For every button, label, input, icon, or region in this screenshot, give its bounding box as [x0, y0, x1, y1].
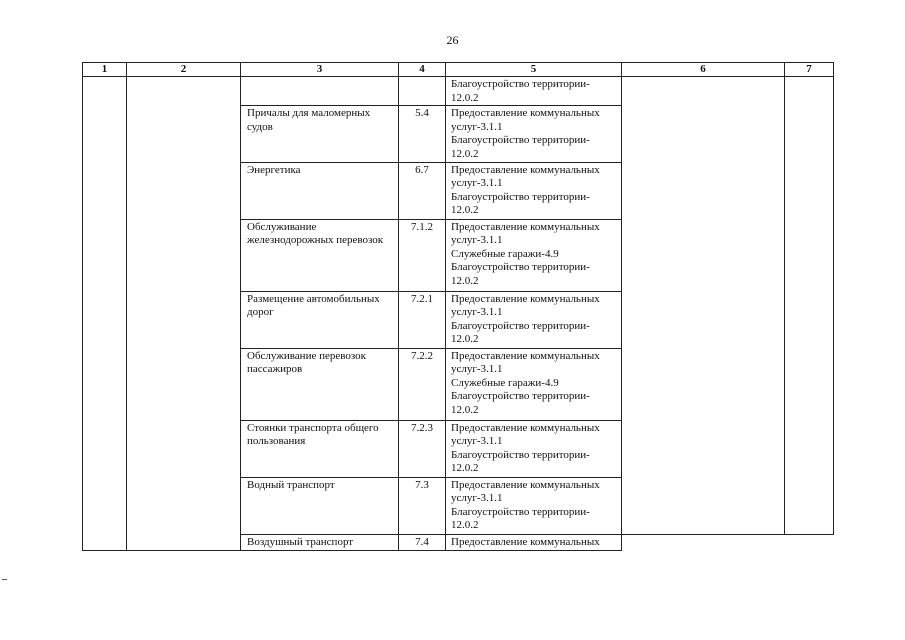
permitted-use-line: Благоустройство территории-	[451, 505, 590, 518]
land-use-code-cell: 7.4	[399, 534, 446, 550]
permitted-uses-cell	[446, 291, 622, 348]
column-header: 4	[399, 63, 446, 77]
column-header: 6	[622, 63, 785, 77]
land-use-code-cell: 7.3	[399, 477, 446, 534]
permitted-use-line: Предоставление коммунальных	[451, 349, 600, 362]
permitted-use-line: 12.0.2	[451, 519, 479, 532]
permitted-use-line: Предоставление коммунальных	[451, 163, 600, 176]
land-use-code-cell: 7.1.2	[399, 219, 446, 291]
permitted-uses-cell	[446, 106, 622, 162]
permitted-uses-cell	[446, 77, 622, 106]
column-2-cell	[127, 77, 241, 551]
regulations-table	[82, 62, 834, 551]
land-use-code-cell	[399, 77, 446, 106]
permitted-use-line: Предоставление коммунальных	[451, 220, 600, 233]
table-row	[83, 77, 834, 106]
column-7-cell	[785, 77, 834, 535]
permitted-use-line: услуг-3.1.1	[451, 306, 503, 319]
permitted-use-line: 12.0.2	[451, 274, 479, 287]
land-use-name-cell: Энергетика	[241, 162, 399, 219]
land-use-code-cell: 7.2.2	[399, 348, 446, 420]
permitted-use-line: услуг-3.1.1	[451, 435, 503, 448]
land-use-name-cell: Причалы для маломерных судов	[241, 106, 399, 162]
permitted-use-line: 12.0.2	[451, 333, 479, 346]
land-use-name-cell: Обслуживание перевозок пассажиров	[241, 348, 399, 420]
permitted-use-line: 12.0.2	[451, 462, 479, 475]
permitted-use-line: Благоустройство территории-	[451, 390, 590, 403]
land-use-name-cell: Обслуживание железнодорожных перевозок	[241, 219, 399, 291]
permitted-use-line: Благоустройство территории-	[451, 261, 590, 274]
land-use-code-cell: 6.7	[399, 162, 446, 219]
page-number: 26	[446, 33, 459, 47]
column-1-cell	[83, 77, 127, 551]
column-header: 3	[241, 63, 399, 77]
permitted-use-line: 12.0.2	[451, 204, 479, 217]
permitted-use-line: Предоставление коммунальных	[451, 478, 600, 491]
column-header: 2	[127, 63, 241, 77]
permitted-use-line: 12.0.2	[451, 403, 479, 416]
permitted-use-line: Служебные гаражи-4.9	[451, 376, 559, 389]
permitted-use-line: услуг-3.1.1	[451, 177, 503, 190]
land-use-name-cell: Размещение автомобильных дорог	[241, 291, 399, 348]
permitted-uses-cell	[446, 534, 622, 550]
permitted-use-line: Предоставление коммунальных	[451, 421, 600, 434]
permitted-uses-cell	[446, 420, 622, 477]
permitted-use-line: услуг-3.1.1	[451, 363, 503, 376]
column-6-cell	[622, 77, 785, 535]
permitted-uses-cell	[446, 219, 622, 291]
permitted-use-line: Благоустройство территории-	[451, 319, 590, 332]
column-header: 1	[83, 63, 127, 77]
permitted-use-line: Предоставление коммунальных	[451, 107, 600, 120]
column-header: 7	[785, 63, 834, 77]
permitted-use-line: Благоустройство территории-	[451, 448, 590, 461]
permitted-use-line: Предоставление коммунальных	[451, 292, 600, 305]
permitted-use-line: услуг-3.1.1	[451, 492, 503, 505]
permitted-use-line: 12.0.2	[451, 147, 479, 160]
land-use-name-cell	[241, 77, 399, 106]
permitted-use-line: Благоустройство территории-	[451, 134, 590, 147]
permitted-use-line: услуг-3.1.1	[451, 234, 503, 247]
land-use-code-cell: 7.2.3	[399, 420, 446, 477]
permitted-uses-cell	[446, 477, 622, 534]
header-row	[83, 63, 834, 77]
permitted-use-line: Служебные гаражи-4.9	[451, 247, 559, 260]
permitted-use-line: 12.0.2	[451, 91, 479, 104]
permitted-use-line: Благоустройство территории-	[451, 190, 590, 203]
permitted-uses-cell	[446, 162, 622, 219]
scan-mark	[2, 579, 7, 580]
permitted-use-line: Предоставление коммунальных	[451, 535, 600, 548]
land-use-name-cell: Воздушный транспорт	[241, 534, 399, 550]
permitted-uses-cell	[446, 348, 622, 420]
permitted-use-line: услуг-3.1.1	[451, 120, 503, 133]
land-use-code-cell: 7.2.1	[399, 291, 446, 348]
land-use-name-cell: Водный транспорт	[241, 477, 399, 534]
column-header: 5	[446, 63, 622, 77]
land-use-name-cell: Стоянки транспорта общего пользования	[241, 420, 399, 477]
land-use-code-cell: 5.4	[399, 106, 446, 162]
permitted-use-line: Благоустройство территории-	[451, 78, 590, 90]
